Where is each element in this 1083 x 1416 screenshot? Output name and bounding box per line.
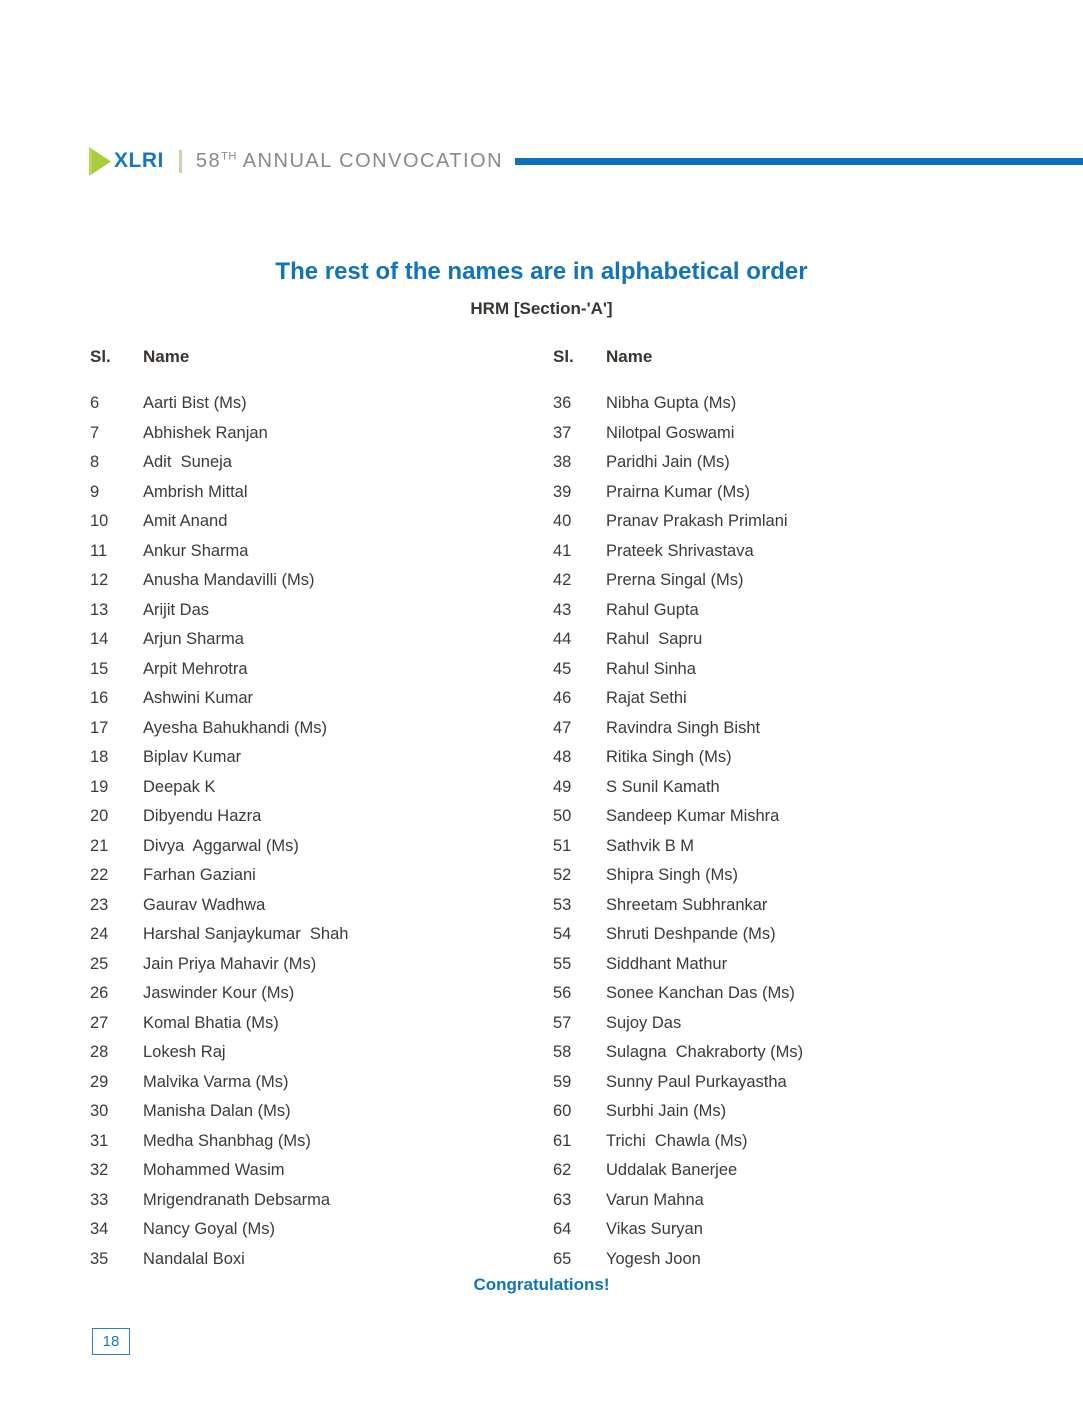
list-item (553, 1068, 1083, 1098)
graduate-name: Aarti Bist (Ms) (143, 394, 247, 413)
list-item (553, 655, 1083, 685)
serial-number: 40 (553, 512, 572, 531)
graduate-name: Manisha Dalan (Ms) (143, 1102, 291, 1121)
graduate-name: Gaurav Wadhwa (143, 895, 266, 914)
list-item (90, 832, 553, 862)
serial-number: 35 (90, 1249, 109, 1268)
sl-column-header: Sl. (90, 347, 111, 366)
graduate-name: Shreetam Subhrankar (606, 895, 768, 914)
graduate-name: Sujoy Das (606, 1013, 682, 1032)
list-item (90, 979, 553, 1009)
list-item (90, 714, 553, 744)
list-item (553, 389, 1083, 419)
serial-number: 29 (90, 1072, 109, 1091)
graduate-name: Sunny Paul Purkayastha (606, 1072, 787, 1091)
graduate-name: Prairna Kumar (Ms) (606, 482, 750, 501)
graduate-name: Sathvik B M (606, 836, 695, 855)
list-item (90, 507, 553, 537)
serial-number: 60 (553, 1102, 572, 1121)
brand-xlri: XLRI (114, 149, 164, 172)
serial-number: 7 (90, 423, 100, 442)
graduate-name: Amit Anand (143, 512, 228, 531)
list-item (553, 1127, 1083, 1157)
serial-number: 14 (90, 630, 109, 649)
serial-number: 65 (553, 1249, 572, 1268)
list-item (90, 861, 553, 891)
list-item (90, 625, 553, 655)
serial-number: 34 (90, 1220, 109, 1239)
list-item (553, 537, 1083, 567)
graduate-name: Ashwini Kumar (143, 689, 254, 708)
graduate-name: Prerna Singal (Ms) (606, 571, 744, 590)
graduate-name: Shruti Deshpande (Ms) (606, 925, 776, 944)
serial-number: 30 (90, 1102, 109, 1121)
list-item (90, 566, 553, 596)
graduate-name: Arijit Das (143, 600, 210, 619)
list-item (553, 1009, 1083, 1039)
list-item (553, 448, 1083, 478)
list-item (553, 419, 1083, 449)
list-item (553, 832, 1083, 862)
graduate-name: Jain Priya Mahavir (Ms) (143, 954, 317, 973)
graduate-name: Vikas Suryan (606, 1220, 703, 1239)
serial-number: 10 (90, 512, 109, 531)
serial-number: 27 (90, 1013, 109, 1032)
serial-number: 58 (553, 1043, 572, 1062)
serial-number: 54 (553, 925, 572, 944)
graduate-name: Varun Mahna (606, 1190, 704, 1209)
name-list-left (90, 347, 553, 1274)
graduate-name: Rajat Sethi (606, 689, 687, 708)
graduate-name: Anusha Mandavilli (Ms) (143, 571, 315, 590)
graduate-name: Trichi Chawla (Ms) (606, 1131, 748, 1150)
ordinal-superscript: TH (221, 149, 237, 162)
graduate-name: Sandeep Kumar Mishra (606, 807, 780, 826)
serial-number: 12 (90, 571, 109, 590)
graduate-name: Ravindra Singh Bisht (606, 718, 761, 737)
serial-number: 57 (553, 1013, 572, 1032)
list-item (90, 684, 553, 714)
list-item (90, 1215, 553, 1245)
list-item (553, 1186, 1083, 1216)
serial-number: 53 (553, 895, 572, 914)
graduate-name: Jaswinder Kour (Ms) (143, 984, 295, 1003)
serial-number: 44 (553, 630, 572, 649)
serial-number: 38 (553, 453, 572, 472)
header-rule (515, 158, 1083, 165)
graduate-name: Biplav Kumar (143, 748, 242, 767)
graduate-name: Siddhant Mathur (606, 954, 728, 973)
serial-number: 49 (553, 777, 572, 796)
convocation-title: 58TH ANNUAL CONVOCATION (195, 149, 504, 172)
serial-number: 56 (553, 984, 572, 1003)
serial-number: 50 (553, 807, 572, 826)
graduate-name: Paridhi Jain (Ms) (606, 453, 730, 472)
list-item (90, 802, 553, 832)
serial-number: 43 (553, 600, 572, 619)
serial-number: 9 (90, 482, 100, 501)
list-item (90, 1245, 553, 1275)
serial-number: 26 (90, 984, 109, 1003)
list-item (553, 891, 1083, 921)
section-title: HRM [Section-'A'] (470, 299, 613, 318)
list-item (553, 566, 1083, 596)
list-item (553, 979, 1083, 1009)
page-title: The rest of the names are in alphabetical order (275, 258, 808, 285)
list-item (553, 1215, 1083, 1245)
xlri-logo-triangle-icon (88, 147, 111, 176)
serial-number: 11 (90, 541, 108, 560)
name-list-right (553, 347, 1083, 1274)
graduate-name: Yogesh Joon (606, 1249, 701, 1268)
serial-number: 41 (553, 541, 572, 560)
list-item (90, 773, 553, 803)
graduate-name: Nilotpal Goswami (606, 423, 735, 442)
graduate-name: Medha Shanbhag (Ms) (143, 1131, 311, 1150)
serial-number: 62 (553, 1161, 572, 1180)
serial-number: 6 (90, 394, 100, 413)
serial-number: 64 (553, 1220, 572, 1239)
serial-number: 33 (90, 1190, 109, 1209)
serial-number: 16 (90, 689, 109, 708)
list-item (553, 1097, 1083, 1127)
list-item (553, 625, 1083, 655)
list-header (90, 347, 553, 367)
graduate-name: Ritika Singh (Ms) (606, 748, 732, 767)
graduate-name: Arjun Sharma (143, 630, 244, 649)
list-item (90, 920, 553, 950)
list-item (553, 920, 1083, 950)
serial-number: 28 (90, 1043, 109, 1062)
serial-number: 42 (553, 571, 572, 590)
list-item (553, 1038, 1083, 1068)
serial-number: 25 (90, 954, 109, 973)
serial-number: 39 (553, 482, 572, 501)
serial-number: 21 (90, 836, 109, 855)
list-item (90, 1068, 553, 1098)
list-item (553, 714, 1083, 744)
graduate-name: Prateek Shrivastava (606, 541, 754, 560)
list-header (553, 347, 1083, 367)
list-item (553, 773, 1083, 803)
serial-number: 63 (553, 1190, 572, 1209)
serial-number: 55 (553, 954, 572, 973)
list-item (553, 507, 1083, 537)
graduate-name: Surbhi Jain (Ms) (606, 1102, 727, 1121)
serial-number: 37 (553, 423, 572, 442)
list-item (90, 891, 553, 921)
graduate-name: Arpit Mehrotra (143, 659, 248, 678)
serial-number: 8 (90, 453, 100, 472)
graduate-name: Mohammed Wasim (143, 1161, 285, 1180)
graduate-name: Abhishek Ranjan (143, 423, 268, 442)
name-column-header: Name (606, 347, 653, 366)
serial-number: 18 (90, 748, 109, 767)
graduate-name: Rahul Sapru (606, 630, 703, 649)
list-item (90, 1156, 553, 1186)
graduate-name: Adit Suneja (143, 453, 232, 472)
graduate-name: Deepak K (143, 777, 216, 796)
graduate-name: Uddalak Banerjee (606, 1161, 738, 1180)
list-item (90, 655, 553, 685)
graduate-name: Shipra Singh (Ms) (606, 866, 739, 885)
list-item (90, 950, 553, 980)
list-item (90, 478, 553, 508)
graduate-name: Lokesh Raj (143, 1043, 226, 1062)
serial-number: 15 (90, 659, 109, 678)
graduate-name: Rahul Gupta (606, 600, 699, 619)
congratulations-text: Congratulations! (473, 1275, 610, 1294)
list-item (90, 596, 553, 626)
list-item (553, 1245, 1083, 1275)
serial-number: 23 (90, 895, 109, 914)
list-item (90, 389, 553, 419)
graduate-name: Farhan Gaziani (143, 866, 256, 885)
graduate-name: Ankur Sharma (143, 541, 249, 560)
serial-number: 59 (553, 1072, 572, 1091)
serial-number: 19 (90, 777, 109, 796)
serial-number: 32 (90, 1161, 109, 1180)
serial-number: 47 (553, 718, 572, 737)
serial-number: 13 (90, 600, 109, 619)
list-item (90, 1127, 553, 1157)
list-item (90, 537, 553, 567)
list-item (553, 1156, 1083, 1186)
serial-number: 61 (553, 1131, 572, 1150)
serial-number: 45 (553, 659, 572, 678)
graduate-name: Ambrish Mittal (143, 482, 248, 501)
graduate-name: Nandalal Boxi (143, 1249, 245, 1268)
list-item (90, 1009, 553, 1039)
list-item (553, 743, 1083, 773)
serial-number: 52 (553, 866, 572, 885)
graduate-name: Komal Bhatia (Ms) (143, 1013, 279, 1032)
serial-number: 22 (90, 866, 109, 885)
list-item (90, 1038, 553, 1068)
graduate-name: Mrigendranath Debsarma (143, 1190, 331, 1209)
page-number: 18 (92, 1328, 130, 1355)
list-item (90, 448, 553, 478)
list-item (90, 743, 553, 773)
graduate-name: Ayesha Bahukhandi (Ms) (143, 718, 328, 737)
list-item (90, 1097, 553, 1127)
serial-number: 36 (553, 394, 572, 413)
list-item (90, 1186, 553, 1216)
graduate-name: Sulagna Chakraborty (Ms) (606, 1043, 804, 1062)
graduate-name: Nibha Gupta (Ms) (606, 394, 737, 413)
graduate-name: Rahul Sinha (606, 659, 696, 678)
serial-number: 17 (90, 718, 109, 737)
graduate-name: Nancy Goyal (Ms) (143, 1220, 276, 1239)
list-item (553, 596, 1083, 626)
list-item (90, 419, 553, 449)
serial-number: 31 (90, 1131, 109, 1150)
name-column-header: Name (143, 347, 190, 366)
graduate-name: Divya Aggarwal (Ms) (143, 836, 299, 855)
graduate-name: Dibyendu Hazra (143, 807, 262, 826)
serial-number: 24 (90, 925, 109, 944)
list-item (553, 684, 1083, 714)
serial-number: 48 (553, 748, 572, 767)
serial-number: 51 (553, 836, 572, 855)
graduate-name: Harshal Sanjaykumar Shah (143, 925, 349, 944)
graduate-name: Sonee Kanchan Das (Ms) (606, 984, 795, 1003)
serial-number: 20 (90, 807, 109, 826)
list-item (553, 861, 1083, 891)
graduate-name: Pranav Prakash Primlani (606, 512, 788, 531)
graduate-name: Malvika Varma (Ms) (143, 1072, 289, 1091)
list-item (553, 478, 1083, 508)
list-item (553, 950, 1083, 980)
serial-number: 46 (553, 689, 572, 708)
sl-column-header: Sl. (553, 347, 574, 366)
page-header (88, 146, 1083, 176)
graduate-name: S Sunil Kamath (606, 777, 720, 796)
list-item (553, 802, 1083, 832)
name-lists (90, 347, 1083, 1274)
brand-separator (179, 150, 182, 173)
